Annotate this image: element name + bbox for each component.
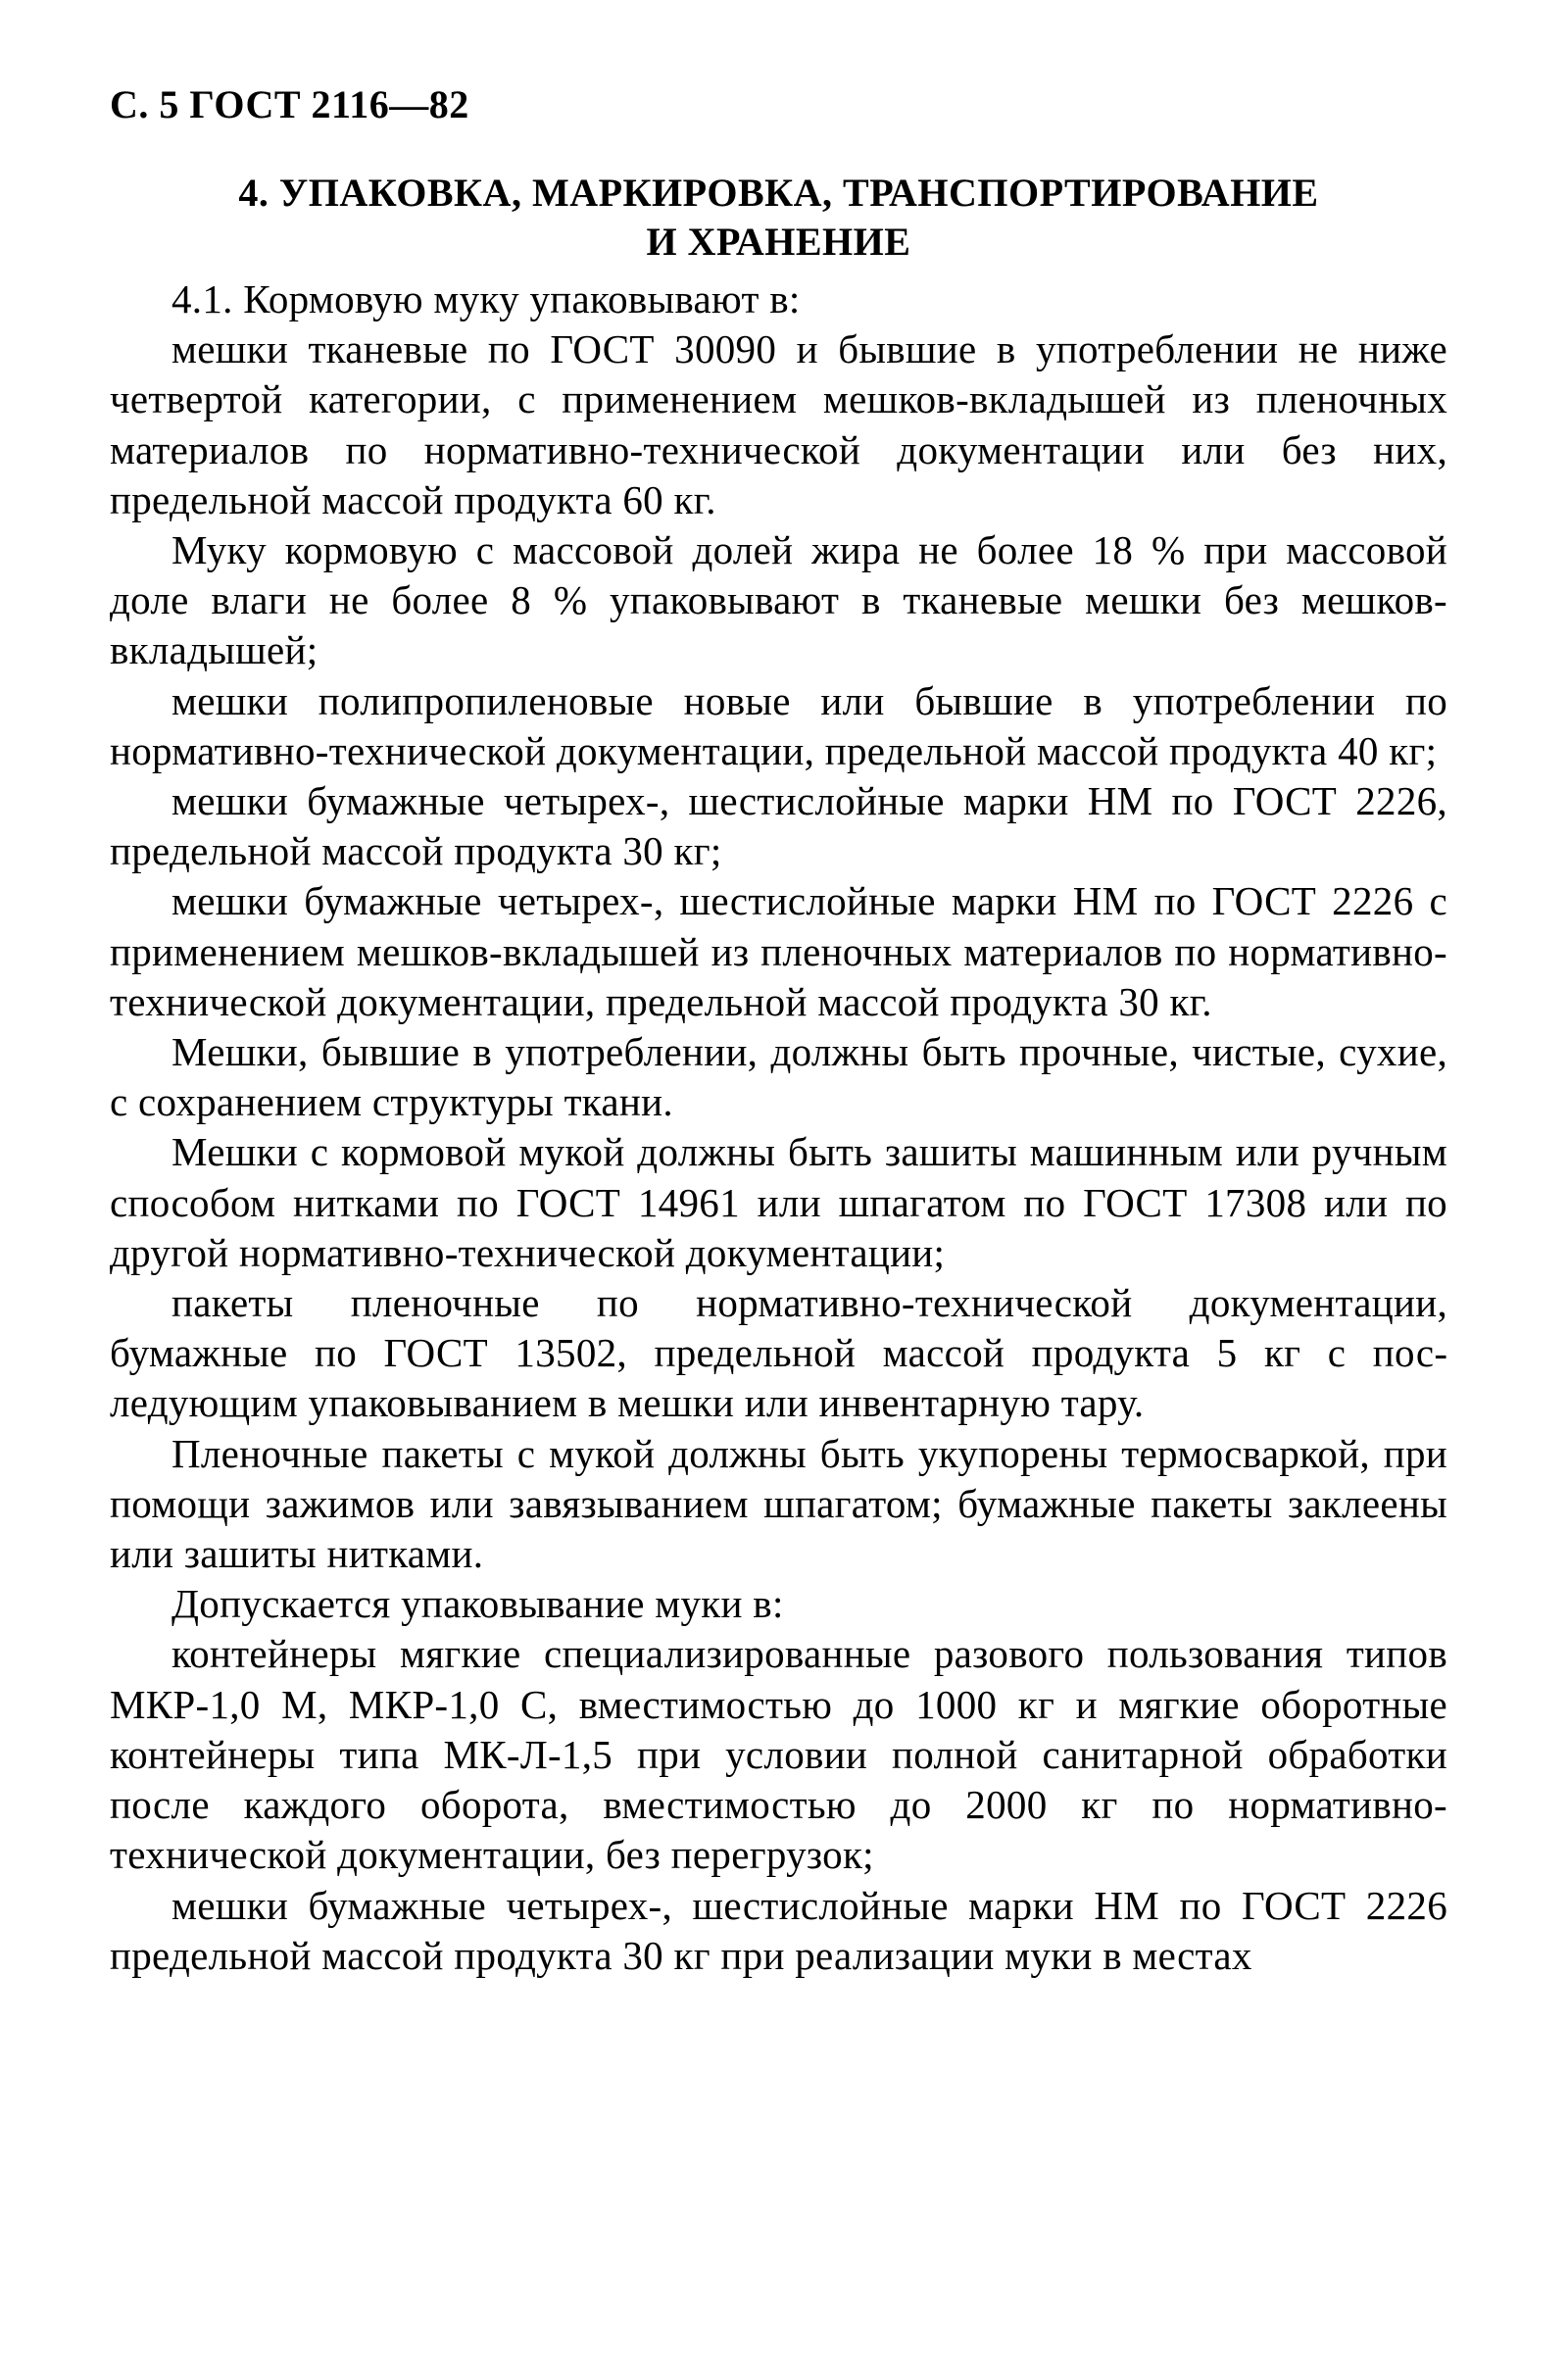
paragraph-paper-bags-liners: мешки бумажные четырех-, шестислойные марки НМ по ГОСТ 2226 с применением мешков-вкладышей из пленочных материалов по нормативно-технической документации, предельной массой продукта 30 кг. <box>110 878 1447 1024</box>
paragraph-fat-content: Муку кормовую с массовой долей жира не более 18 % при массовой доле влаги не более 8 % упаковывают в тканевые мешки без мешков-вкладышей; <box>110 527 1447 673</box>
paragraph-fabric-bags: мешки тканевые по ГОСТ 30090 и бывшие в употреблении не ниже четвертой категории, с применением мешков-вкладышей из пленочных материалов по нормативно-технической документации или без них, предельной массой продукта 60 кг. <box>110 326 1447 522</box>
paragraph-used-bags: Мешки, бывшие в употреблении, должны быть прочные, чистые, сухие, с сохранением структуры ткани. <box>110 1029 1447 1125</box>
section-title-line-1: 4. УПАКОВКА, МАРКИРОВКА, ТРАНСПОРТИРОВАНИЕ <box>238 171 1319 215</box>
paragraph-allowed: Допускается упаковывание муки в: <box>172 1581 784 1627</box>
page-header: С. 5 ГОСТ 2116—82 <box>110 82 469 126</box>
section-title-line-2: И ХРАНЕНИЕ <box>646 220 911 264</box>
paragraph-polypropylene-bags: мешки полипропиленовые новые или бывшие в употреблении по нормативно-технической документации, предельной массой продукта 40 кг; <box>110 677 1447 773</box>
paragraph-sealing: Пленочные пакеты с мукой должны быть укупорены термосваркой, при помощи зажимов или завязыванием шпагатом; бумажные пакеты заклеены или зашиты нитками. <box>110 1430 1447 1577</box>
paragraph-film-packets: пакеты пленочные по нормативно-технической документации, бумажные по ГОСТ 13502, предельной массой продукта 5 кг с последующим упаковыванием в мешки или инвентарную тару. <box>110 1280 1447 1426</box>
paragraph-paper-bags: мешки бумажные четырех-, шестислойные марки НМ по ГОСТ 2226, предельной массой продукта 30 кг; <box>110 778 1447 874</box>
paragraph-paper-bags-retail: мешки бумажные четырех-, шестислойные марки НМ по ГОСТ 2226 предельной массой продукта 30 кг при реализации муки в местах <box>110 1882 1447 1978</box>
paragraph-containers: контейнеры мягкие специализированные разового пользования типов МКР-1,0 М, МКР-1,0 С, вместимостью до 1000 кг и мягкие оборотные контейнеры типа МК-Л-1,5 при условии полной санитарной обработки после каждого оборота, вместимостью до 2000 кг по нормативно-технической документации, без перегрузок; <box>110 1631 1447 1878</box>
paragraph-sewing: Мешки с кормовой мукой должны быть зашиты машинным или ручным способом нитками по ГОСТ 14961 или шпагатом по ГОСТ 17308 или по другой нормативно-технической документации; <box>110 1129 1447 1275</box>
body-text <box>110 274 1447 1981</box>
section-title <box>110 169 1447 267</box>
paragraph-4-1: 4.1. Кормовую муку упаковывают в: <box>172 276 801 321</box>
